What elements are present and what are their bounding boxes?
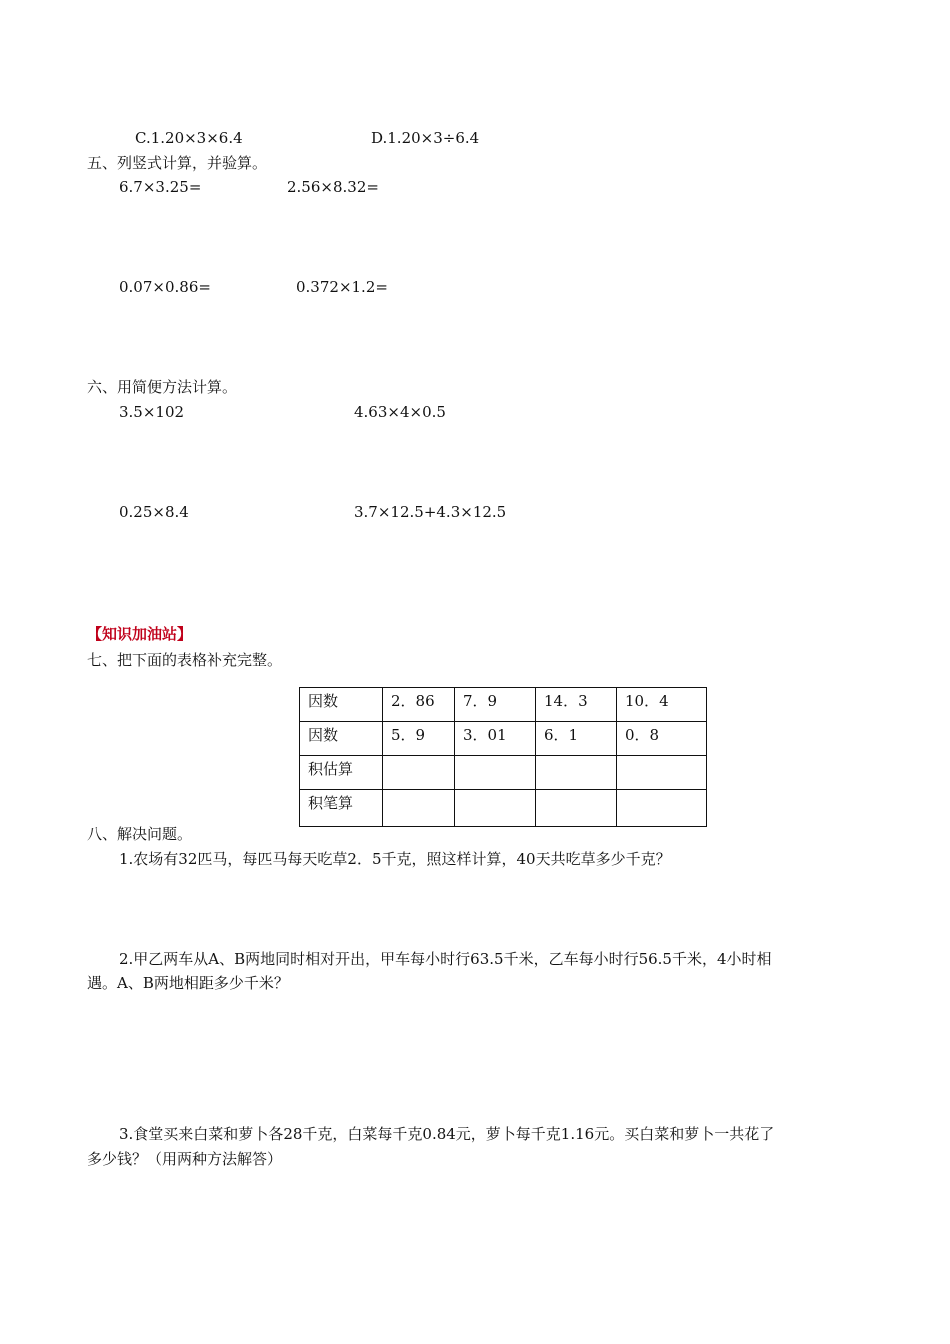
row-label: 积笔算 <box>300 790 383 827</box>
table-cell: 10．4 <box>617 688 707 722</box>
answer-cell[interactable] <box>617 790 707 827</box>
table-cell: 6．1 <box>536 722 617 756</box>
row-label: 因数 <box>300 722 383 756</box>
factor-product-table <box>299 687 707 827</box>
option-c: C.1.20×3×6.4 <box>135 129 243 147</box>
section7-title: 七、把下面的表格补充完整。 <box>87 651 283 669</box>
section6-item-4: 3.7×12.5+4.3×12.5 <box>354 503 507 521</box>
section6-title: 六、用简便方法计算。 <box>87 378 238 396</box>
section6-item-2: 4.63×4×0.5 <box>354 403 446 421</box>
table-row <box>300 722 707 756</box>
section6-item-1: 3.5×102 <box>119 403 185 421</box>
table-cell: 14．3 <box>536 688 617 722</box>
answer-cell[interactable] <box>455 756 536 790</box>
problem-2-line-1: 2.甲乙两车从A、B两地同时相对开出，甲车每小时行63.5千米，乙车每小时行56.5千米，4小时相 <box>119 950 772 968</box>
section5-item-4: 0.372×1.2= <box>296 278 388 296</box>
answer-cell[interactable] <box>536 790 617 827</box>
table-row <box>300 790 707 827</box>
section8-title: 八、解决问题。 <box>87 825 193 843</box>
section5-item-2: 2.56×8.32= <box>287 178 379 196</box>
table-cell: 2．86 <box>383 688 455 722</box>
section5-title: 五、列竖式计算，并验算。 <box>87 154 268 172</box>
answer-cell[interactable] <box>383 790 455 827</box>
table-cell: 5．9 <box>383 722 455 756</box>
table-cell: 0．8 <box>617 722 707 756</box>
table-row <box>300 688 707 722</box>
section6-item-3: 0.25×8.4 <box>119 503 189 521</box>
row-label: 因数 <box>300 688 383 722</box>
table-cell: 3．01 <box>455 722 536 756</box>
answer-cell[interactable] <box>536 756 617 790</box>
section5-item-1: 6.7×3.25= <box>119 178 202 196</box>
row-label: 积估算 <box>300 756 383 790</box>
answer-cell[interactable] <box>455 790 536 827</box>
table-row <box>300 756 707 790</box>
problem-1: 1.农场有32匹马，每匹马每天吃草2．5千克，照这样计算，40天共吃草多少千克？ <box>119 850 671 868</box>
option-d: D.1.20×3÷6.4 <box>371 129 480 147</box>
problem-3-line-2: 多少钱？（用两种方法解答） <box>87 1150 283 1168</box>
knowledge-station-heading: 【知识加油站】 <box>87 625 193 643</box>
problem-2-line-2: 遇。A、B两地相距多少千米？ <box>87 974 289 992</box>
section5-item-3: 0.07×0.86= <box>119 278 211 296</box>
answer-cell[interactable] <box>383 756 455 790</box>
answer-cell[interactable] <box>617 756 707 790</box>
table-cell: 7．9 <box>455 688 536 722</box>
problem-3-line-1: 3.食堂买来白菜和萝卜各28千克，白菜每千克0.84元，萝卜每千克1.16元。买白菜和萝卜一共花了 <box>119 1125 775 1143</box>
